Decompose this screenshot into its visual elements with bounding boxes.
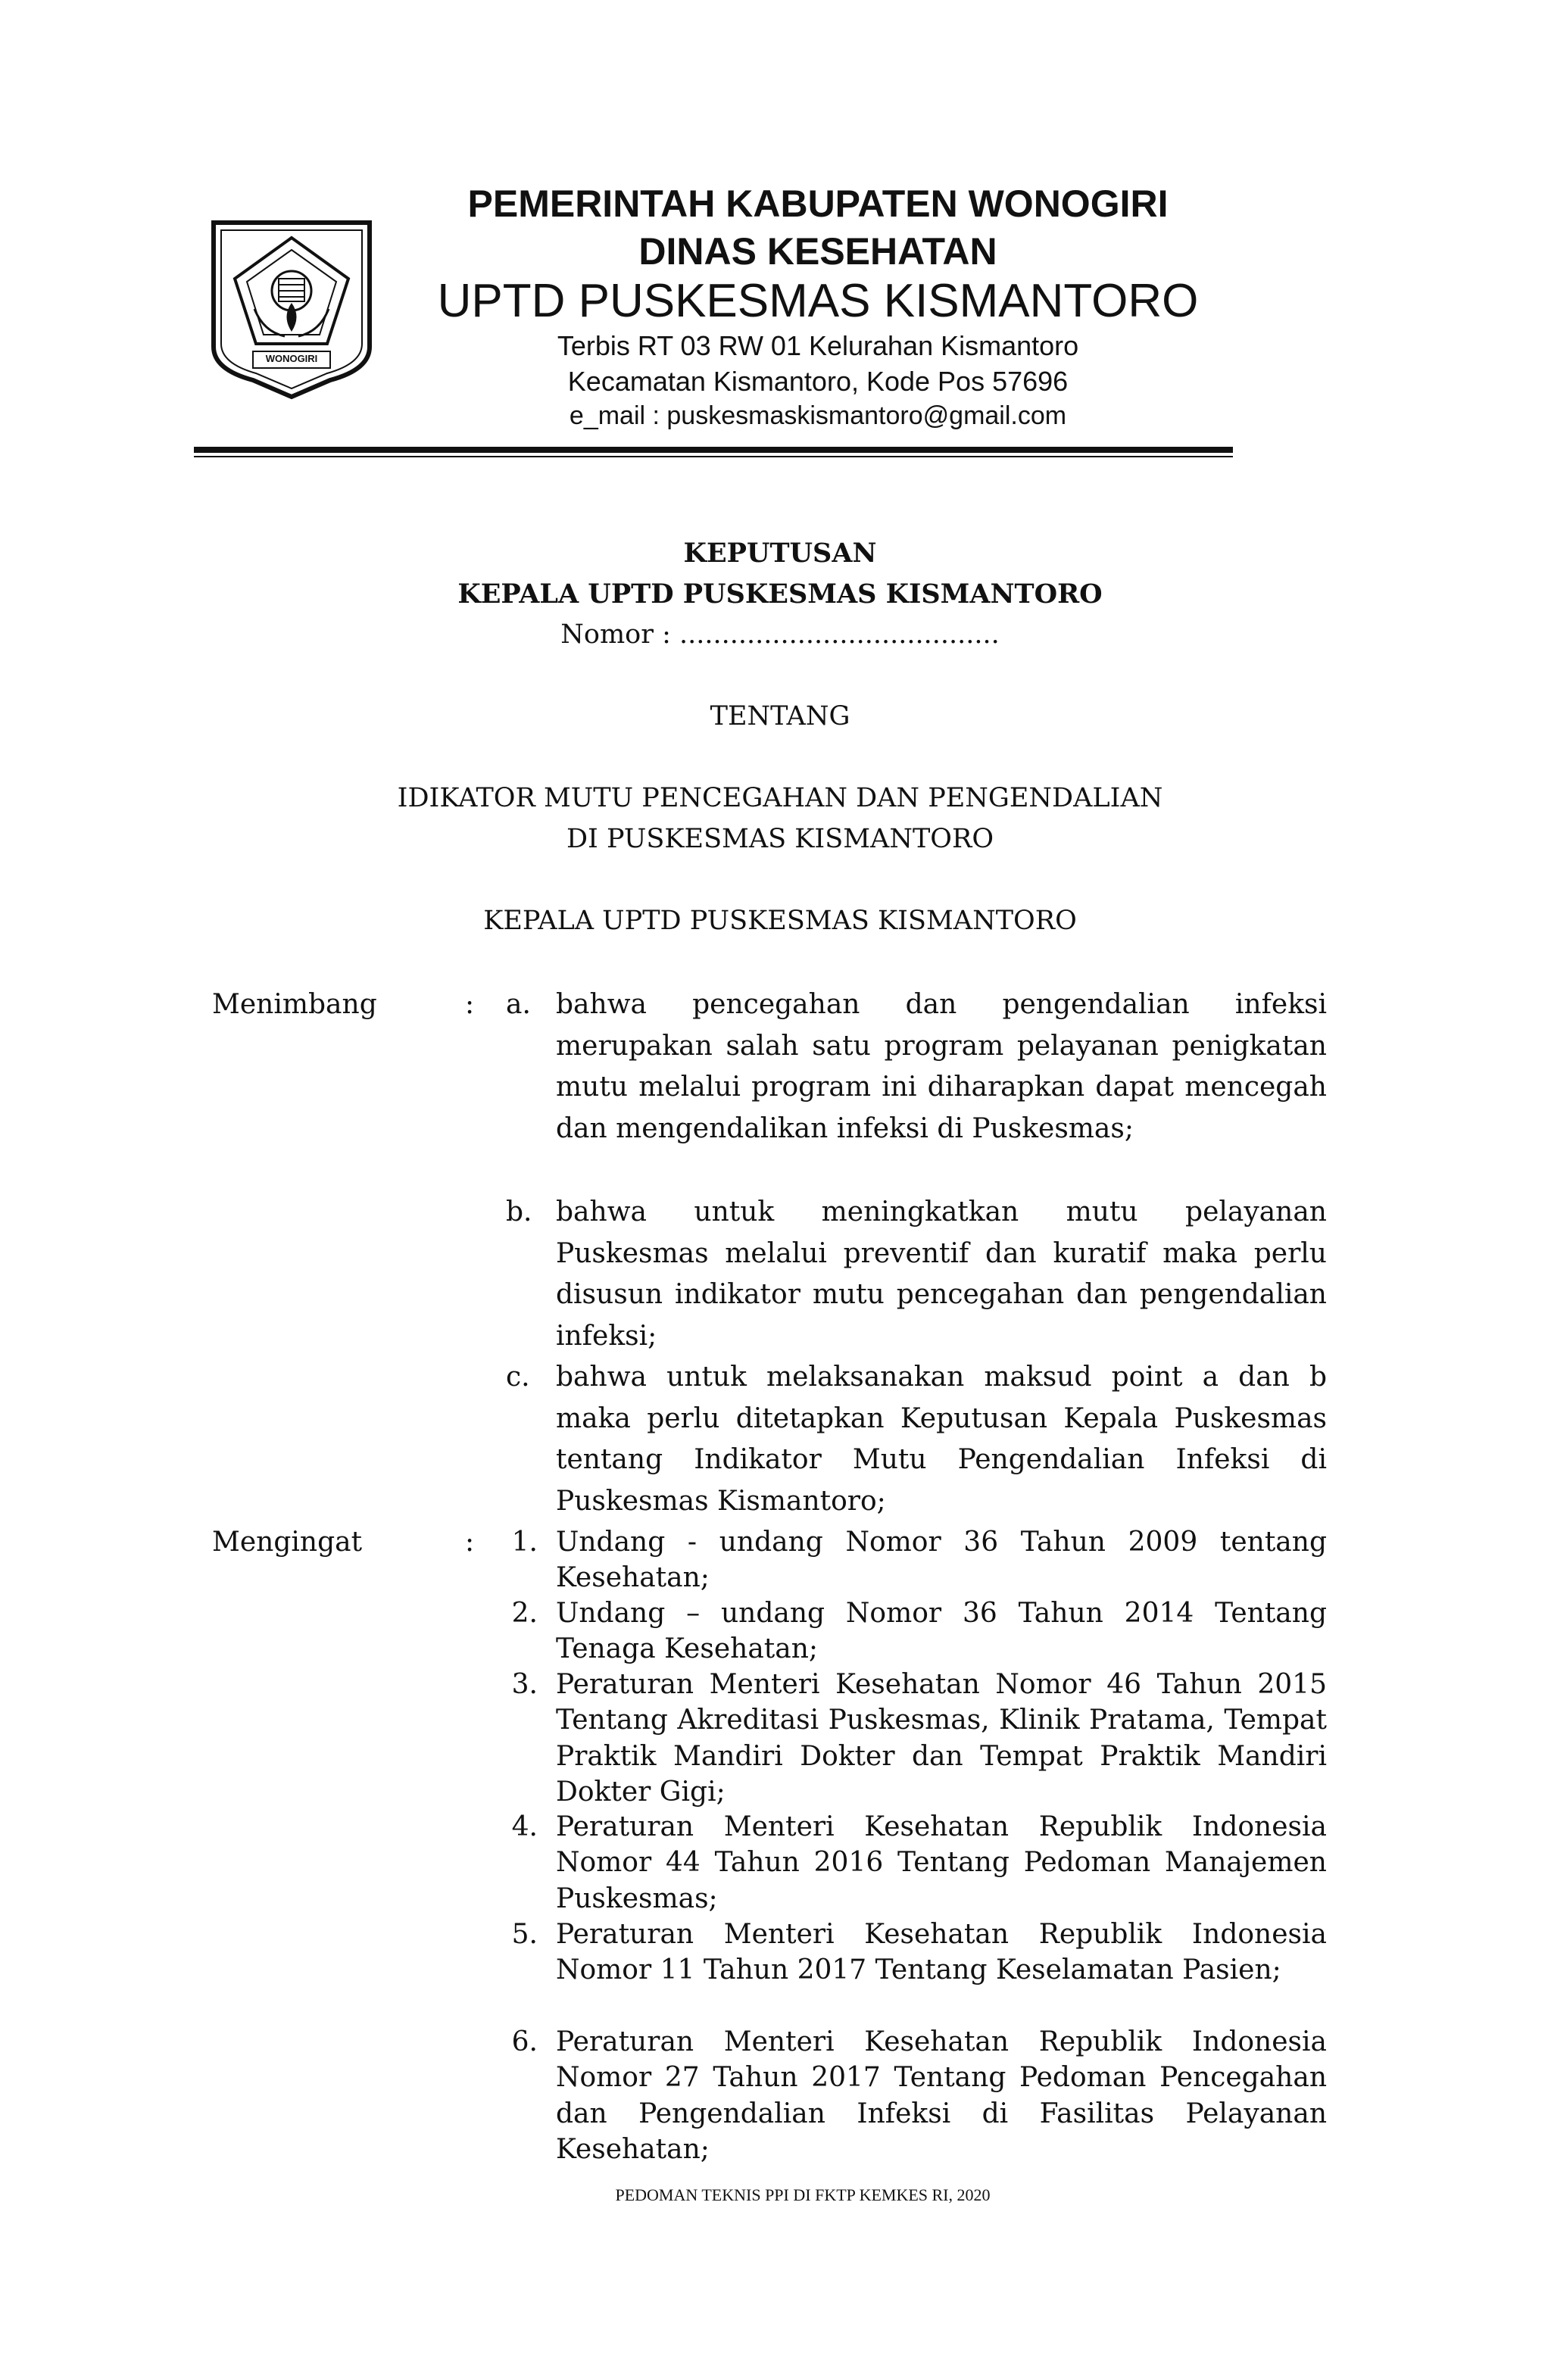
mengingat-item-text: Undang – undang Nomor 36 Tahun 2014 Tentang Tenaga Kesehatan; (556, 1598, 1327, 1665)
mengingat-item-text: Undang - undang Nomor 36 Tahun 2009 tentang Kesehatan; (556, 1527, 1327, 1594)
mengingat-item-text: Peraturan Menteri Kesehatan Nomor 46 Tahun 2015 Tentang Akreditasi Puskesmas, Klinik Pratama, Tempat Praktik Mandiri Dokter dan Tempat Praktik Mandiri Dokter Gigi; (556, 1669, 1327, 1808)
decree-about: TENTANG (710, 701, 850, 731)
menimbang-marker: a. (506, 989, 531, 1020)
decree-heading: KEPUTUSAN (683, 538, 877, 569)
menimbang-marker: c. (506, 1362, 530, 1393)
mengingat-label: Mengingat (212, 1527, 363, 1558)
page-footer: PEDOMAN TEKNIS PPI DI FKTP KEMKES RI, 2020 (615, 2185, 991, 2204)
letterhead-district: Kecamatan Kismantoro, Kode Pos 57696 (567, 366, 1069, 397)
mengingat-marker: 1. (511, 1527, 538, 1558)
letterhead-divider-thin (194, 456, 1233, 457)
decree-issuer: KEPALA UPTD PUSKESMAS KISMANTORO (457, 579, 1103, 610)
menimbang-colon: : (465, 989, 475, 1020)
mengingat-colon: : (465, 1527, 475, 1558)
letterhead-email: e_mail : puskesmaskismantoro@gmail.com (569, 401, 1067, 430)
mengingat-item-text: Peraturan Menteri Kesehatan Republik Indonesia Nomor 44 Tahun 2016 Tentang Pedoman Manajemen Puskesmas; (556, 1811, 1327, 1914)
mengingat-marker: 2. (511, 1598, 538, 1629)
logo-text: WONOGIRI (265, 353, 318, 364)
mengingat-marker: 6. (511, 2026, 538, 2057)
menimbang-item-text: bahwa pencegahan dan pengendalian infeksi merupakan salah satu program pelayanan penigkatan mutu melalui program ini diharapkan dapat mencegah dan mengendalikan infeksi di Puskesmas; (556, 989, 1327, 1144)
letterhead-divider (194, 447, 1233, 453)
mengingat-marker: 3. (511, 1669, 538, 1700)
letterhead-government: PEMERINTAH KABUPATEN WONOGIRI (467, 182, 1169, 225)
letterhead-address: Terbis RT 03 RW 01 Kelurahan Kismantoro (557, 330, 1079, 361)
decree-number: Nomor : ...................................... (560, 619, 1000, 650)
menimbang-item-text: bahwa untuk meningkatkan mutu pelayanan Puskesmas melalui preventif dan kuratif maka perlu disusun indikator mutu pencegahan dan pengendalian infeksi; (556, 1196, 1327, 1352)
decree-subject-line1: IDIKATOR MUTU PENCEGAHAN DAN PENGENDALIAN (397, 783, 1163, 813)
mengingat-marker: 5. (511, 1919, 538, 1950)
menimbang-item-text: bahwa untuk melaksanakan maksud point a dan b maka perlu ditetapkan Keputusan Kepala Puskesmas tentang Indikator Mutu Pengendalian Infeksi di Puskesmas Kismantoro; (556, 1362, 1327, 1517)
mengingat-item-text: Peraturan Menteri Kesehatan Republik Indonesia Nomor 11 Tahun 2017 Tentang Keselamatan Pasien; (556, 1919, 1327, 1986)
decree-head-of: KEPALA UPTD PUSKESMAS KISMANTORO (483, 906, 1077, 936)
mengingat-marker: 4. (511, 1811, 538, 1842)
mengingat-item-text: Peraturan Menteri Kesehatan Republik Indonesia Nomor 27 Tahun 2017 Tentang Pedoman Pencegahan dan Pengendalian Infeksi di Fasilitas Pelayanan Kesehatan; (556, 2026, 1327, 2166)
decree-subject-line2: DI PUSKESMAS KISMANTORO (566, 824, 994, 854)
menimbang-label: Menimbang (212, 989, 377, 1020)
menimbang-marker: b. (506, 1196, 532, 1227)
letterhead-department: DINAS KESEHATAN (638, 230, 997, 273)
letterhead-institution: UPTD PUSKESMAS KISMANTORO (437, 275, 1199, 327)
government-logo (209, 218, 374, 400)
